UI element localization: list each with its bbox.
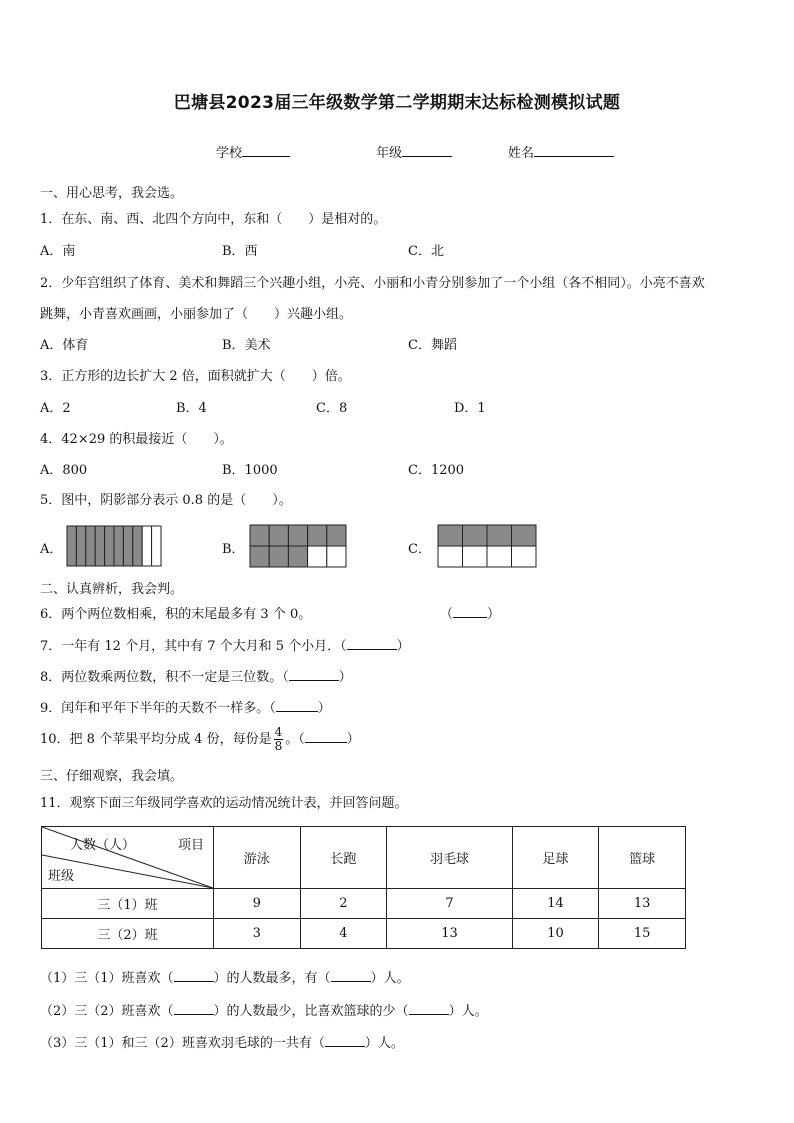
col-swimming: 游泳 (214, 827, 301, 889)
q1-stem: 1．在东、南、西、北四个方向中，东和（ ）是相对的。 (40, 212, 387, 227)
name-blank[interactable] (534, 144, 614, 157)
q1-option-c[interactable]: C．北 (408, 244, 444, 259)
col-running: 长跑 (300, 827, 387, 889)
school-blank[interactable] (242, 144, 290, 157)
q4-stem: 4．42×29 的积最接近（ ）。 (40, 432, 233, 447)
q2-option-c[interactable]: C．舞蹈 (408, 338, 457, 353)
q1-option-b[interactable]: B．西 (222, 244, 258, 259)
q10-stem: 10．把 8 个苹果平均分成 4 份，每份是 $\frac{4}{8}$ 。（ ） (40, 725, 360, 753)
q5-figure-c (437, 524, 537, 568)
fraction-cell (463, 525, 488, 546)
name-label: 姓名 (508, 146, 535, 161)
fraction-cell (512, 525, 537, 546)
fraction-cell (487, 546, 512, 567)
grade-field[interactable] (376, 142, 452, 161)
name-field[interactable] (508, 142, 614, 161)
fraction-strip (67, 526, 76, 566)
table-cell: 13 (599, 889, 686, 919)
q10-answer[interactable]: （ ） (298, 732, 360, 747)
section-2-heading: 二、认真辨析，我会判。 (40, 582, 184, 597)
grade-label: 年级 (376, 146, 403, 161)
q3-stem: 3．正方形的边长扩大 2 倍，面积就扩大（ ）倍。 (40, 369, 351, 384)
fraction-cell (308, 525, 327, 546)
fraction-cell (288, 546, 307, 567)
table-row (42, 919, 686, 949)
q3-option-d[interactable]: D．1 (454, 401, 486, 416)
fraction-cell (438, 525, 463, 546)
q11-sub3-blank1[interactable] (325, 1034, 365, 1047)
q11-sub1: （1）三（1）班喜欢（ ）的人数最多，有（ ）人。 (40, 971, 410, 986)
table-cell: 4 (300, 919, 387, 949)
q4-option-b[interactable]: B．1000 (222, 463, 278, 478)
fraction-strip (105, 526, 114, 566)
table-cell: 9 (214, 889, 301, 919)
q3-option-c[interactable]: C．8 (316, 401, 348, 416)
q10-fraction: $\frac{4}{8}$ (274, 725, 283, 753)
fraction-cell (463, 546, 488, 567)
q11-sub1-blank2[interactable] (331, 969, 371, 982)
q2-stem-line2: 跳舞，小青喜欢画画，小丽参加了（ ）兴趣小组。 (40, 307, 353, 322)
col-basketball: 篮球 (599, 827, 686, 889)
fraction-cell (327, 546, 346, 567)
fraction-strip (133, 526, 142, 566)
table-cell: 14 (512, 889, 599, 919)
sports-stats-table (41, 826, 686, 949)
q3-option-b[interactable]: B．4 (176, 401, 207, 416)
q6-answer[interactable]: （ ） (440, 607, 501, 622)
corner-label-class: 班级 (48, 869, 75, 884)
q2-option-b[interactable]: B．美术 (222, 338, 271, 353)
fraction-strip (76, 526, 85, 566)
table-cell: 7 (387, 889, 512, 919)
q1-option-a[interactable]: A．南 (40, 244, 76, 259)
col-football: 足球 (512, 827, 599, 889)
section-1-heading: 一、用心思考，我会选。 (40, 186, 184, 201)
q8-answer[interactable]: （ ） (282, 670, 352, 685)
school-field[interactable] (216, 142, 290, 161)
table-cell: 10 (512, 919, 599, 949)
q7-stem: 7．一年有 12 个月，其中有 7 个大月和 5 个小月．（ ） (40, 639, 410, 654)
fraction-cell (438, 546, 463, 567)
col-badminton: 羽毛球 (387, 827, 512, 889)
fraction-cell (512, 546, 537, 567)
fraction-cell (269, 525, 288, 546)
fraction-strip (95, 526, 104, 566)
q11-sub1-blank1[interactable] (174, 969, 214, 982)
q8-stem: 8．两位数乘两位数，积不一定是三位数。（ ） (40, 670, 352, 685)
fraction-cell (327, 525, 346, 546)
table-corner-cell (42, 827, 214, 889)
table-cell: 2 (300, 889, 387, 919)
q11-sub2: （2）三（2）班喜欢（ ）的人数最少，比喜欢篮球的少（ ）人。 (40, 1004, 488, 1019)
q3-option-a[interactable]: A．2 (40, 401, 71, 416)
school-label: 学校 (216, 146, 243, 161)
fraction-strip (142, 526, 151, 566)
row-label: 三（1）班 (42, 889, 214, 919)
q5-figure-a (66, 525, 162, 567)
q5-option-a[interactable]: A． (40, 542, 63, 557)
fraction-cell (308, 546, 327, 567)
fraction-strip (114, 526, 123, 566)
q11-sub3: （3）三（1）和三（2）班喜欢羽毛球的一共有（ ）人。 (40, 1036, 404, 1051)
fraction-strip (86, 526, 95, 566)
q9-answer[interactable]: （ ） (269, 701, 331, 716)
fraction-strip (152, 526, 161, 566)
table-cell: 15 (599, 919, 686, 949)
q2-stem-line1: 2．少年宫组织了体育、美术和舞蹈三个兴趣小组，小亮、小丽和小青分别参加了一个小组（各不相同）。小亮不喜欢 (40, 276, 705, 291)
row-label: 三（2）班 (42, 919, 214, 949)
fraction-cell (288, 525, 307, 546)
table-header-row (42, 827, 686, 889)
q11-sub2-blank2[interactable] (409, 1002, 449, 1015)
corner-label-people: 人数（人） (70, 838, 136, 853)
table-cell: 3 (214, 919, 301, 949)
q7-answer[interactable]: （ ） (340, 639, 410, 654)
q6-stem: 6．两个两位数相乘，积的末尾最多有 3 个 0。 (40, 607, 312, 622)
page-title: 巴塘县2023届三年级数学第二学期期末达标检测模拟试题 (173, 93, 621, 113)
q11-sub2-blank1[interactable] (174, 1002, 214, 1015)
q5-figure-b (249, 524, 347, 568)
fraction-strip (123, 526, 132, 566)
corner-label-item: 项目 (178, 838, 205, 853)
fraction-cell (250, 525, 269, 546)
table-cell: 13 (387, 919, 512, 949)
table-row (42, 889, 686, 919)
fraction-cell (487, 525, 512, 546)
fraction-cell (250, 546, 269, 567)
section-3-heading: 三、仔细观察，我会填。 (40, 769, 184, 784)
q4-option-a[interactable]: A．800 (40, 463, 88, 478)
q11-stem: 11．观察下面三年级同学喜欢的运动情况统计表，并回答问题。 (40, 796, 408, 811)
q2-option-a[interactable]: A．体育 (40, 338, 89, 353)
q4-option-c[interactable]: C．1200 (408, 463, 465, 478)
q9-stem: 9．闰年和平年下半年的天数不一样多。（ ） (40, 701, 331, 716)
q5-option-c[interactable]: C． (408, 542, 431, 557)
q5-stem: 5．图中，阴影部分表示 0.8 的是（ ）。 (40, 493, 292, 508)
fraction-cell (269, 546, 288, 567)
q5-option-b[interactable]: B． (222, 542, 245, 557)
grade-blank[interactable] (402, 144, 452, 157)
